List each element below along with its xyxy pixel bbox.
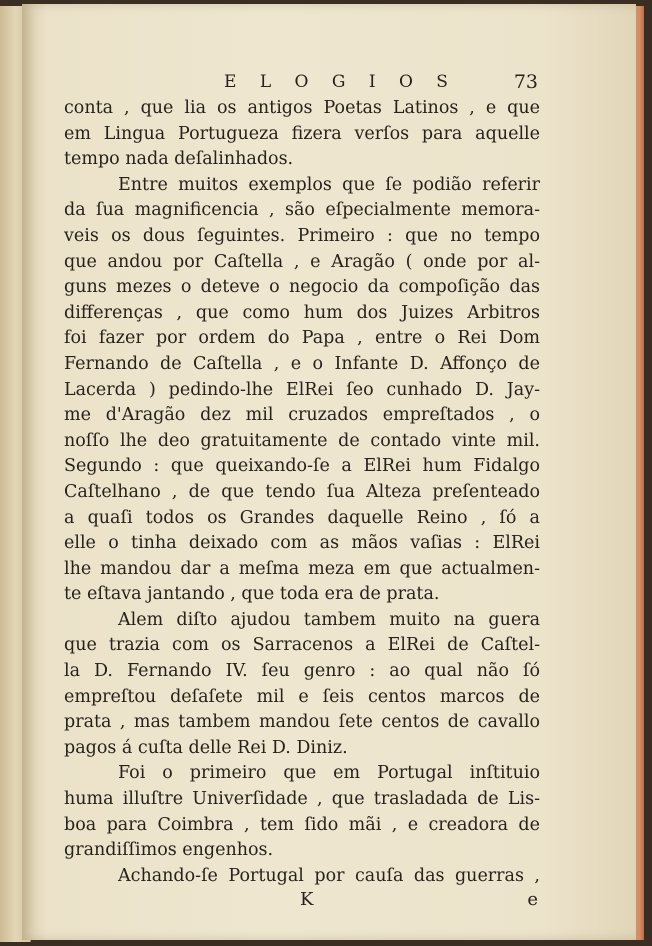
text-line: Achando-ſe Portugal por cauſa das guerras ,	[118, 865, 540, 886]
text-line: guns mezes o deteve o negocio da compoſição das	[64, 277, 540, 298]
text-line: em Lingua Portugueza fizera verſos para aquelle	[64, 123, 540, 144]
text-line: que andou por Caſtella , e Aragão ( onde por al-	[64, 251, 540, 272]
text-line: Lacerda ) pedindo-lhe ElRei ſeo cunhado D. Jay-	[64, 379, 540, 400]
text-line: empreſtou deſaſete mil e ſeis centos marcos de	[64, 686, 540, 707]
text-line: noſſo lhe deo gratuitamente de contado vinte mil.	[64, 430, 540, 451]
text-line: elle o tinha deixado com as mãos vaſias : ElRei	[64, 533, 540, 554]
text-line: Alem diſto ajudou tambem muito na guera	[118, 609, 540, 630]
text-line: Fernando de Caſtella , e o Infante D. Affonço de	[64, 353, 540, 374]
text-line: tempo nada deſalinhados.	[64, 149, 294, 170]
text-line: a quaſi todos os Grandes daquelle Reino , ſó a	[64, 507, 540, 528]
catchword: e	[527, 889, 538, 911]
text-line: te eſtava jantando , que toda era de prata.	[64, 584, 440, 605]
text-line: conta , que lia os antigos Poetas Latinos , e que	[64, 98, 540, 118]
text-line: grandiſſimos engenhos.	[64, 840, 274, 861]
running-title: E L O G I O S	[224, 72, 457, 92]
text-line: que trazia com os Sarracenos a ElRei de Caſtel-	[64, 635, 540, 656]
body-text	[64, 96, 540, 889]
text-block	[64, 70, 540, 913]
page-header	[64, 70, 540, 96]
text-line: me d'Aragão dez mil cruzados empreſtados , o	[64, 405, 540, 426]
text-line: differenças , que como hum dos Juizes Arbitros	[64, 302, 540, 323]
text-line: Entre muitos exemplos que ſe podião referir	[118, 174, 540, 195]
text-line: Foi o primeiro que em Portugal inſtituio	[118, 763, 540, 784]
page-footer	[64, 889, 540, 913]
text-line: Caſtelhano , de que tendo ſua Alteza preſenteado	[64, 481, 540, 502]
text-line: lhe mandou dar a meſma meza em que actualmen-	[64, 558, 540, 579]
text-line: huma illuſtre Univerſidade , que trasladada de Lis-	[64, 789, 540, 810]
text-line: da ſua magnificencia , são eſpecialmente memora-	[64, 200, 540, 221]
page-fore-edge	[636, 6, 644, 940]
text-line: foi fazer por ordem do Papa , entre o Rei Dom	[64, 328, 540, 349]
text-line: prata , mas tambem mandou ſete centos de cavallo	[64, 712, 540, 733]
text-line: la D. Fernando IV. ſeu genro : ao qual não ſó	[64, 661, 540, 682]
text-line: Segundo : que queixando-ſe a ElRei hum Fidalgo	[64, 456, 540, 477]
text-line: boa para Coimbra , tem ſido mãi , e creadora de	[64, 814, 540, 835]
text-line: pagos á cuſta delle Rei D. Diniz.	[64, 737, 348, 758]
text-line: veis os dous ſeguintes. Primeiro : que no tempo	[64, 225, 540, 246]
page-number: 73	[513, 71, 538, 93]
signature-mark: K	[300, 889, 314, 911]
